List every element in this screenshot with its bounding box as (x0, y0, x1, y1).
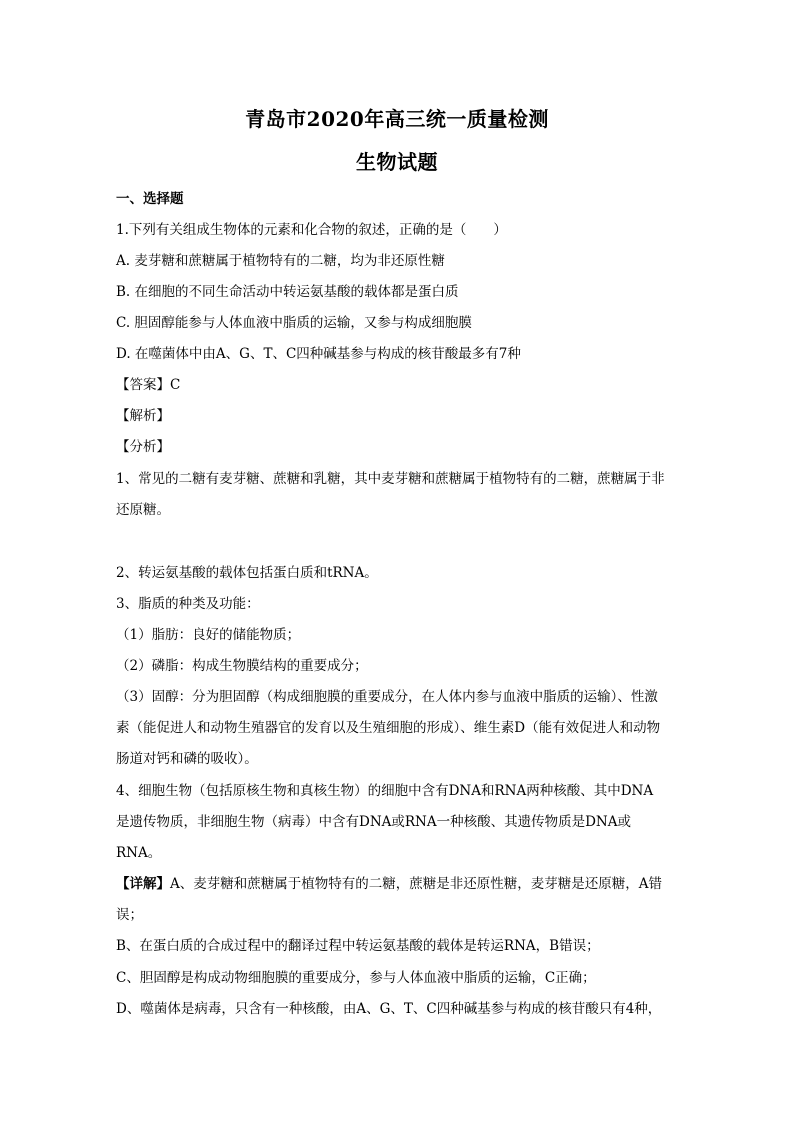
detail-text: A、麦芽糖和蔗糖属于植物特有的二糖，蔗糖是非还原性糖，麦芽糖是还原糖，A错 (170, 876, 662, 892)
analysis-line: 是遗传物质，非细胞生物（病毒）中含有DNA或RNA一种核酸、其遗传物质是DNA或 (116, 814, 631, 830)
analysis-line: 3、脂质的种类及功能： (116, 596, 260, 612)
document-subtitle: 生物试题 (356, 150, 438, 174)
answer-label: 【答案】 (116, 377, 170, 393)
option-a: A. 麦芽糖和蔗糖属于植物特有的二糖，均为非还原性糖 (116, 253, 445, 269)
detail-line: C、胆固醇是构成动物细胞膜的重要成分，参与人体血液中脂质的运输，C正确； (116, 970, 596, 986)
analysis-line: 4、细胞生物（包括原核生物和真核生物）的细胞中含有DNA和RNA两种核酸、其中DNA (116, 783, 654, 799)
option-b: B. 在细胞的不同生命活动中转运氨基酸的载体都是蛋白质 (116, 284, 459, 300)
question-stem: 1.下列有关组成生物体的元素和化合物的叙述，正确的是（ ） (116, 222, 507, 238)
analysis-line: （2）磷脂：构成生物膜结构的重要成分； (116, 658, 368, 674)
analysis-line: （1）脂肪：良好的储能物质； (116, 627, 301, 643)
analysis-line: 1、常见的二糖有麦芽糖、蔗糖和乳糖，其中麦芽糖和蔗糖属于植物特有的二糖，蔗糖属于非 (116, 471, 665, 487)
answer-line (116, 373, 180, 393)
fenxi-label: 【分析】 (116, 439, 170, 455)
detail-line (116, 872, 662, 892)
document-title: 青岛市2020年高三统一质量检测 (245, 107, 549, 131)
detail-line: 误； (116, 907, 143, 923)
detail-label: 【详解】 (116, 876, 170, 892)
section-heading: 一、选择题 (116, 191, 184, 207)
analysis-line: RNA。 (116, 845, 162, 861)
detail-line: D、噬菌体是病毒，只含有一种核酸，由A、G、T、C四种碱基参与构成的核苷酸只有4种， (116, 1001, 662, 1017)
option-d: D. 在噬菌体中由A、G、T、C四种碱基参与构成的核苷酸最多有7种 (116, 346, 521, 362)
analysis-line: 2、转运氨基酸的载体包括蛋白质和tRNA。 (116, 565, 378, 581)
detail-line: B、在蛋白质的合成过程中的翻译过程中转运氨基酸的载体是转运RNA，B错误； (116, 938, 600, 954)
analysis-line: 素（能促进人和动物生殖器官的发育以及生殖细胞的形成）、维生素D（能有效促进人和动物 (116, 720, 661, 736)
analysis-line: （3）固醇：分为胆固醇（构成细胞膜的重要成分，在人体内参与血液中脂质的运输）、性激 (116, 689, 658, 705)
analysis-line: 肠道对钙和磷的吸收）。 (116, 751, 258, 767)
analysis-line: 还原糖。 (116, 502, 170, 518)
option-c: C. 胆固醇能参与人体血液中脂质的运输，又参与构成细胞膜 (116, 315, 472, 331)
jiexi-label: 【解析】 (116, 408, 170, 424)
answer-value: C (170, 377, 181, 393)
